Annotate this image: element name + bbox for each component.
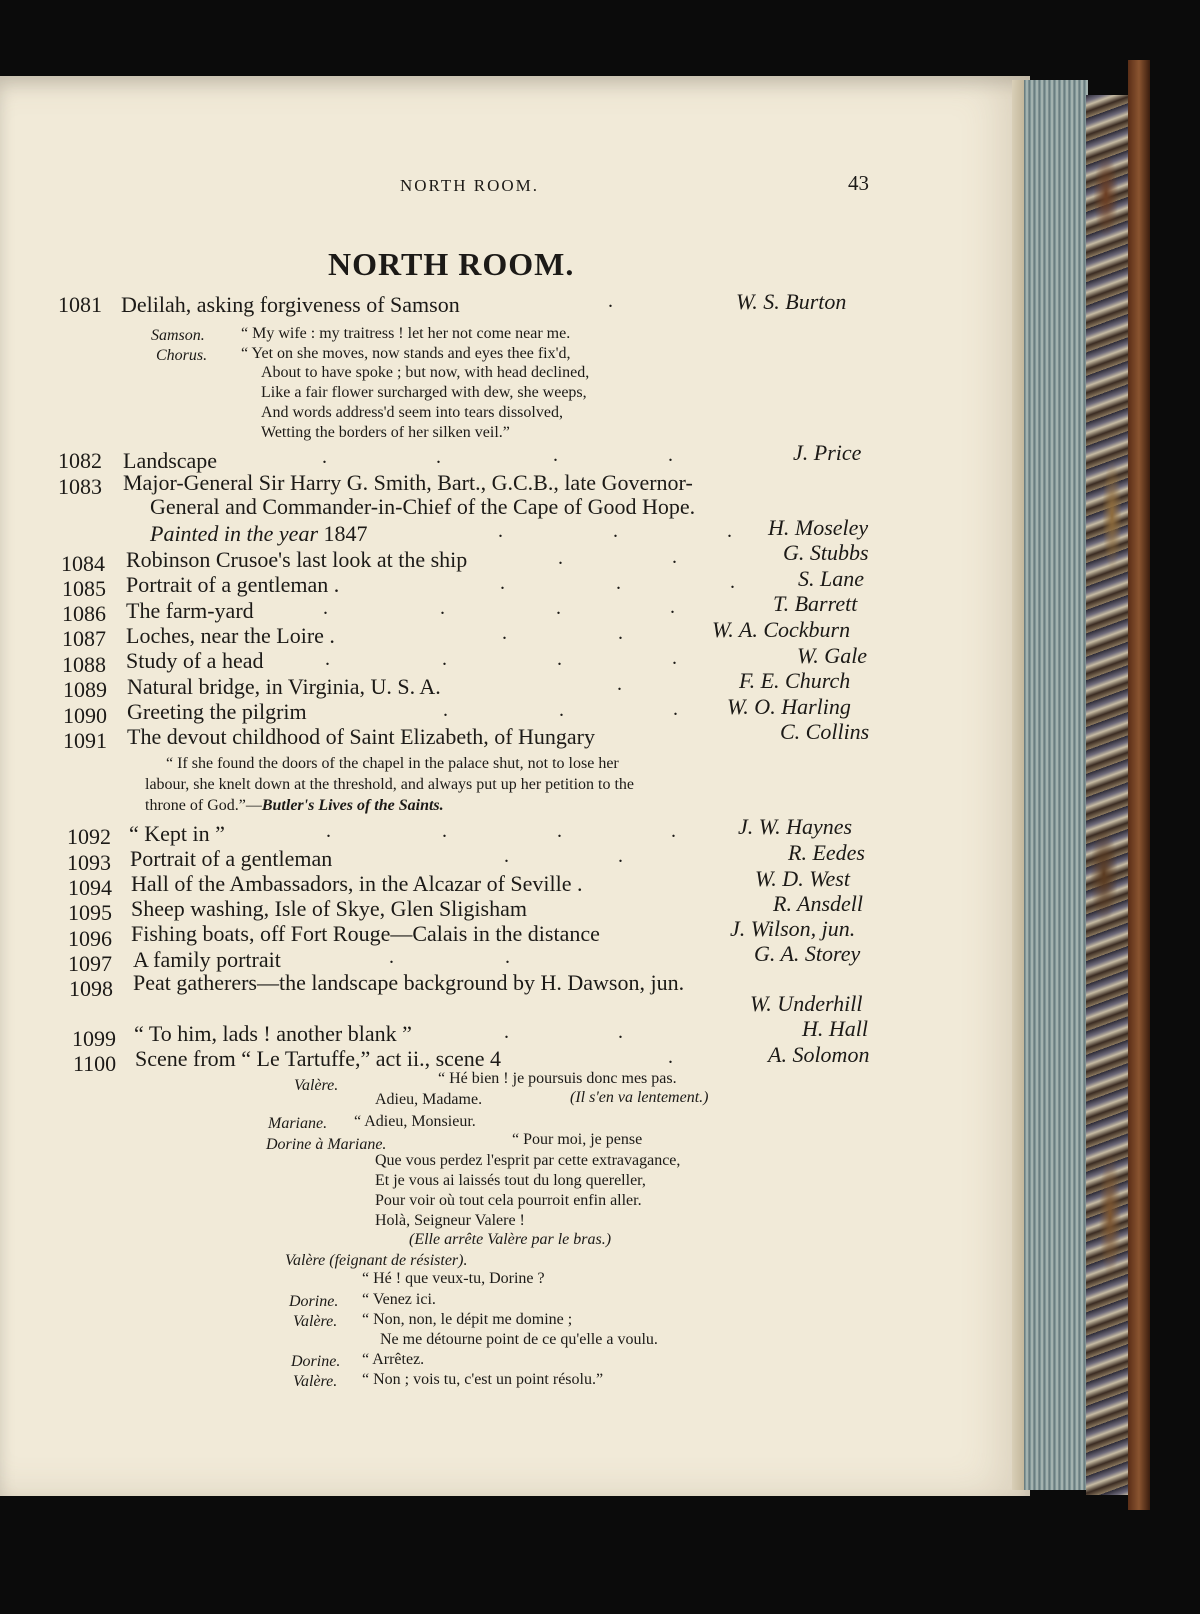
entry-artist: C. Collins: [780, 719, 870, 744]
entry-title: Sheep washing, Isle of Skye, Glen Sligisham: [131, 896, 527, 921]
quote-speaker: Valère (feignant de résister).: [285, 1252, 468, 1269]
leader-dot: .: [502, 622, 507, 644]
entry-number: 1081: [58, 292, 102, 317]
quote-speaker: Dorine.: [289, 1293, 339, 1310]
leader-dot: .: [505, 946, 510, 968]
entry-title: Hall of the Ambassadors, in the Alcazar of Seville .: [131, 871, 583, 896]
stage-direction: (Elle arrête Valère par le bras.): [409, 1231, 612, 1248]
entry-number: 1086: [62, 601, 106, 626]
entry-title: Greeting the pilgrim: [127, 699, 307, 724]
entry-artist: A. Solomon: [768, 1042, 870, 1067]
leader-dot: .: [616, 572, 621, 594]
leader-dot: .: [323, 597, 328, 619]
quote-line: “ Venez ici.: [362, 1291, 436, 1308]
entry-title: Peat gatherers—the landscape background by H. Dawson, jun.: [133, 970, 685, 995]
quote-line: “ Adieu, Monsieur.: [354, 1113, 476, 1130]
quote-line: “ Yet on she moves, now stands and eyes thee fix'd,: [241, 345, 571, 362]
entry-title: Loches, near the Loire .: [126, 623, 335, 648]
leader-dot: .: [557, 648, 562, 670]
entry-artist: J. Wilson, jun.: [730, 916, 856, 941]
quote-line: “ Non, non, le dépit me domine ;: [362, 1311, 573, 1328]
entry-artist: W. Underhill: [750, 991, 863, 1016]
quote-line: Ne me détourne point de ce qu'elle a voulu.: [380, 1331, 658, 1348]
leader-dot: .: [618, 622, 623, 644]
entry-number: 1090: [63, 703, 107, 728]
quote-speaker: Chorus.: [156, 347, 208, 364]
quote-speaker: Valère.: [293, 1373, 338, 1390]
quote-line: Adieu, Madame.: [375, 1091, 483, 1108]
entry-title: Robinson Crusoe's last look at the ship: [126, 547, 468, 572]
entry-title-continued: General and Commander-in-Chief of the Cape of Good Hope.: [150, 494, 696, 519]
entry-artist: S. Lane: [798, 566, 864, 591]
quote-line: labour, she knelt down at the threshold, and always put up her petition to the: [145, 776, 635, 793]
quote-line: “ Pour moi, je pense: [512, 1131, 643, 1148]
leader-dot: .: [504, 1021, 509, 1043]
quote-line: Like a fair flower surcharged with dew, she weeps,: [261, 384, 587, 401]
entry-artist: H. Hall: [802, 1016, 868, 1041]
quote-line: About to have spoke ; but now, with head declined,: [261, 364, 590, 381]
entry-number: 1083: [58, 474, 102, 499]
quote-speaker: Samson.: [151, 327, 205, 344]
entry-number: 1087: [62, 626, 106, 651]
entry-number: 1088: [62, 652, 106, 677]
leader-dot: .: [322, 446, 327, 468]
leader-dot: .: [504, 845, 509, 867]
quote-line: Pour voir où tout cela pourroit enfin aller.: [375, 1192, 642, 1209]
quote-speaker: Valère.: [294, 1077, 339, 1094]
entry-artist: T. Barrett: [773, 591, 858, 616]
book-cover: [1128, 60, 1150, 1510]
stage-direction: (Il s'en va lentement.): [570, 1089, 709, 1106]
quote-line: “ Arrêtez.: [362, 1351, 425, 1368]
quote-speaker: Dorine à Mariane.: [266, 1136, 387, 1153]
leader-dot: .: [613, 520, 618, 542]
entry-number: 1089: [63, 677, 107, 702]
leader-dot: .: [608, 290, 613, 312]
running-head: NORTH ROOM.: [400, 176, 540, 195]
quote-tail: throne of God.”—: [145, 797, 262, 814]
leader-dot: .: [440, 597, 445, 619]
leader-dot: .: [673, 698, 678, 720]
leader-dot: .: [436, 446, 441, 468]
quote-line: Et je vous ai laissés tout du long quereller,: [375, 1172, 646, 1189]
leader-dot: .: [326, 820, 331, 842]
entry-artist: W. S. Burton: [736, 289, 847, 314]
quote-line: Holà, Seigneur Valere !: [375, 1212, 525, 1229]
entry-artist: J. W. Haynes: [738, 814, 853, 839]
entry-title: A family portrait: [133, 947, 281, 972]
quote-attribution: [145, 797, 444, 815]
entry-number: 1099: [72, 1026, 116, 1051]
entry-title: Portrait of a gentleman: [130, 846, 333, 871]
quote-line: “ My wife : my traitress ! let her not come near me.: [241, 325, 571, 342]
entry-artist: J. Price: [793, 440, 862, 465]
leader-dot: .: [618, 1021, 623, 1043]
entry-artist: W. A. Cockburn: [712, 617, 851, 642]
entry-title: Delilah, asking forgiveness of Samson: [121, 292, 460, 317]
leader-dot: .: [556, 597, 561, 619]
leader-dot: .: [553, 444, 558, 466]
entry-title: Fishing boats, off Fort Rouge—Calais in the distance: [131, 921, 600, 946]
entry-note-year: 1847: [323, 521, 368, 546]
entry-title: Major-General Sir Harry G. Smith, Bart., G.C.B., late Governor-: [123, 470, 693, 495]
entry-artist: R. Ansdell: [773, 891, 864, 916]
entry-note-italic: Painted in the year: [150, 521, 319, 546]
quote-speaker: Mariane.: [268, 1115, 328, 1132]
quote-line: Que vous perdez l'esprit par cette extravagance,: [375, 1152, 681, 1169]
entry-number: 1098: [69, 976, 113, 1001]
entry-artist: G. Stubbs: [783, 540, 869, 565]
entry-artist: H. Moseley: [768, 515, 869, 540]
entry-title: “ Kept in ”: [129, 821, 225, 846]
entry-title: Portrait of a gentleman .: [126, 572, 340, 597]
entry-title: Scene from “ Le Tartuffe,” act ii., scene 4: [135, 1046, 501, 1071]
entry-number: 1100: [73, 1051, 117, 1076]
entry-number: 1092: [67, 824, 111, 849]
entry-artist: R. Eedes: [788, 840, 865, 865]
leader-dot: .: [498, 520, 503, 542]
leader-dot: .: [668, 1046, 673, 1068]
leader-dot: .: [670, 596, 675, 618]
leader-dot: .: [389, 946, 394, 968]
leader-dot: .: [617, 673, 622, 695]
quote-source: Butler's Lives of the Saints.: [261, 797, 444, 814]
leader-dot: .: [559, 699, 564, 721]
leader-dot: .: [672, 546, 677, 568]
room-title: NORTH ROOM.: [328, 246, 575, 282]
entry-number: 1097: [68, 951, 112, 976]
entry-artist: W. D. West: [755, 866, 850, 891]
quote-line: And words address'd seem into tears dissolved,: [261, 404, 563, 421]
quote-line: “ If she found the doors of the chapel in the palace shut, not to lose her: [166, 755, 619, 772]
leader-dot: .: [727, 520, 732, 542]
quote-line: Wetting the borders of her silken veil.”: [261, 424, 510, 441]
entry-note: [150, 521, 368, 547]
entry-title: The farm-yard: [126, 598, 254, 623]
leader-dot: .: [672, 647, 677, 669]
leader-dot: .: [500, 572, 505, 594]
leader-dot: .: [325, 648, 330, 670]
quote-speaker: Dorine.: [291, 1353, 341, 1370]
quote-speaker: Valère.: [293, 1313, 338, 1330]
quote-line: “ Non ; vois tu, c'est un point résolu.”: [362, 1371, 604, 1388]
entry-artist: W. O. Harling: [727, 694, 851, 719]
entry-number: 1096: [68, 926, 112, 951]
entry-number: 1082: [58, 448, 102, 473]
entry-number: 1093: [67, 850, 111, 875]
entry-artist: F. E. Church: [739, 668, 851, 693]
entry-title: Study of a head: [126, 648, 264, 673]
entry-number: 1091: [63, 728, 107, 753]
entry-number: 1085: [62, 576, 106, 601]
entry-title: Landscape: [123, 448, 218, 473]
leader-dot: .: [442, 648, 447, 670]
leader-dot: .: [668, 444, 673, 466]
leader-dot: .: [443, 699, 448, 721]
entry-artist: W. Gale: [797, 643, 868, 668]
leader-dot: .: [730, 571, 735, 593]
entry-number: 1084: [61, 551, 105, 576]
quote-line: “ Hé bien ! je poursuis donc mes pas.: [438, 1070, 677, 1087]
entry-number: 1095: [68, 900, 112, 925]
leader-dot: .: [557, 820, 562, 842]
entry-title: The devout childhood of Saint Elizabeth, of Hungary: [127, 724, 595, 749]
entry-number: 1094: [68, 875, 112, 900]
quote-line: “ Hé ! que veux-tu, Dorine ?: [362, 1270, 545, 1287]
entry-title: “ To him, lads ! another blank ”: [134, 1021, 412, 1046]
entry-artist: G. A. Storey: [754, 941, 861, 966]
leader-dot: .: [558, 547, 563, 569]
page-number: 43: [848, 171, 869, 195]
leader-dot: .: [671, 820, 676, 842]
marbled-edge: [1086, 95, 1130, 1495]
leader-dot: .: [442, 820, 447, 842]
page-edges: [1024, 80, 1088, 1490]
entry-title: Natural bridge, in Virginia, U. S. A.: [127, 674, 441, 699]
leader-dot: .: [618, 845, 623, 867]
